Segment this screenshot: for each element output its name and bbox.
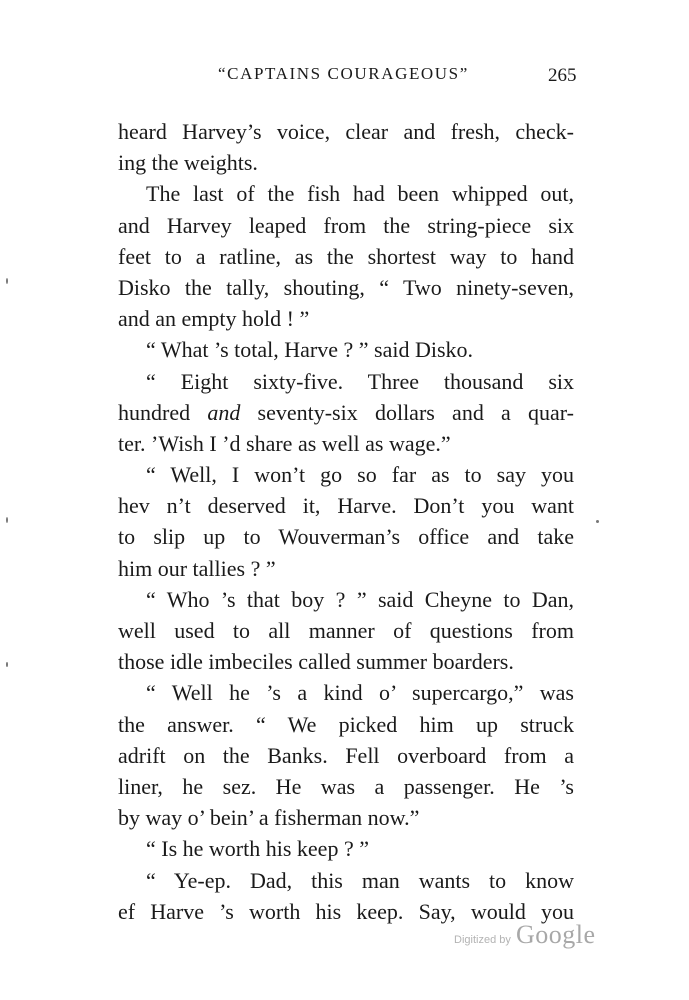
text-line: The last of the fish had been whipped out, [146,181,574,207]
running-head [0,64,689,88]
text-line: and Harvey leaped from the string-piece six [118,212,574,238]
watermark-prefix: Digitized by [454,934,511,946]
scan-speck [596,520,599,523]
text-line: “ Well, I won’t go so far as to say you [146,462,574,488]
text-line: “ Ye-ep. Dad, this man wants to know [146,867,574,893]
text-line: those idle imbeciles called summer boarders. [118,649,514,675]
text-line: “ Is he worth his keep ? ” [146,836,369,862]
text-line: liner, he sez. He was a passenger. He ’s [118,773,574,799]
text-line: Disko the tally, shouting, “ Two ninety-seven, [118,274,574,300]
running-title: “CAPTAINS COURAGEOUS” [218,64,469,83]
scan-speck [6,662,8,667]
text-line: “ Well he ’s a kind o’ supercargo,” was [146,680,574,706]
text-line: heard Harvey’s voice, clear and fresh, check- [118,119,574,144]
scan-speck [6,278,8,284]
text-line: hev n’t deserved it, Harve. Don’t you want [118,493,574,519]
text-line: hundred and seventy-six dollars and a quar- [118,399,574,425]
text-line: “ What ’s total, Harve ? ” said Disko. [146,337,474,363]
text-line: him our tallies ? ” [118,555,276,581]
scan-speck [6,517,8,523]
text-line: ef Harve ’s worth his keep. Say, would you [118,898,574,924]
italic-emphasis: and [207,399,241,425]
text-line: “ Eight sixty-five. Three thousand six [146,368,574,394]
text-line: to slip up to Wouverman’s office and take [118,524,574,550]
digitized-watermark [454,920,596,960]
page-number: 265 [548,65,577,86]
text-line: and an empty hold ! ” [118,306,310,332]
text-line: well used to all manner of questions from [118,618,574,643]
body-text [118,116,574,927]
text-line: “ Who ’s that boy ? ” said Cheyne to Dan, [146,586,574,612]
text-line: ing the weights. [118,150,258,176]
google-logo: Google [515,920,596,949]
text-line: ter. ’Wish I ’d share as well as wage.” [118,430,451,456]
text-line: by way o’ bein’ a fisherman now.” [118,805,420,831]
text-line: feet to a ratline, as the shortest way to hand [118,243,574,269]
text-line: adrift on the Banks. Fell overboard from a [118,742,574,768]
text-line: the answer. “ We picked him up struck [118,711,574,737]
